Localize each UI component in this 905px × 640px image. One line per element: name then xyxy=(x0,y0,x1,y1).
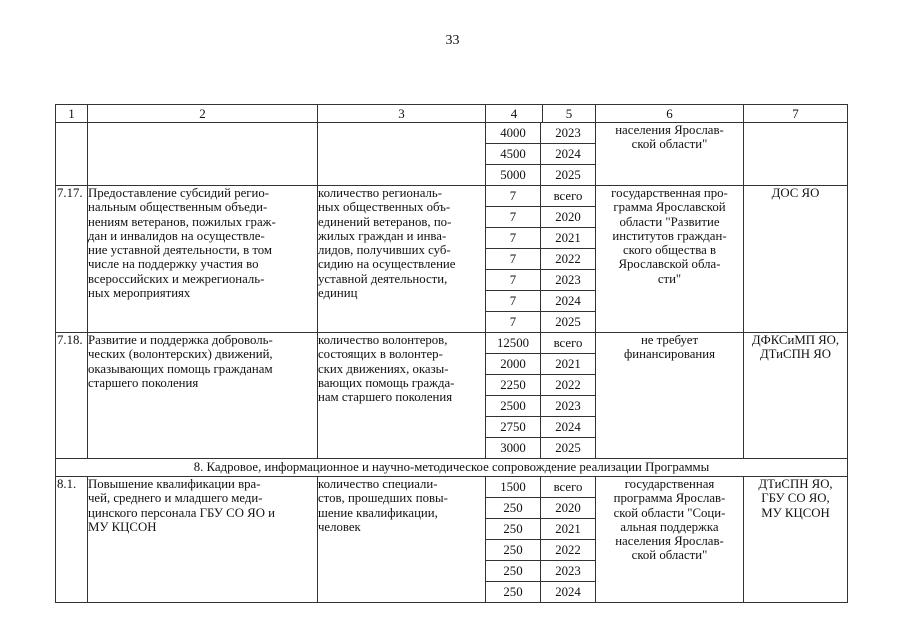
cell-activity: Развитие и поддержка доброволь- ческих (волонтерских) движений, оказывающих помощь гражданам старшего поколения xyxy=(88,333,318,459)
indicator-value: 12500 xyxy=(486,333,541,354)
cell-funding: государственная про- грамма Ярославской области "Развитие институтов граждан- ского общества в Ярославской обла- сти" xyxy=(596,186,744,333)
value-row xyxy=(486,561,595,582)
year-value: 2020 xyxy=(541,498,596,519)
value-row xyxy=(486,144,595,165)
indicator-value: 2500 xyxy=(486,396,541,417)
year-value: 2025 xyxy=(555,441,581,455)
values-table xyxy=(486,186,595,332)
indicator-value: 250 xyxy=(486,540,541,561)
header-cell: 5 xyxy=(543,105,596,123)
value-row xyxy=(486,228,595,249)
year-value: 2025 xyxy=(555,168,581,182)
values-cell xyxy=(486,123,596,186)
cell-activity: Предоставление субсидий регио- нальным общественным объеди- нениям ветеранов, пожилых граж- дан и инвалидов на осуществле- ние уставной деятельности, в том числе на поддержку участия во всероссийских и межрегиональ- ных мероприятиях xyxy=(88,186,318,333)
indicator-value: 7 xyxy=(486,186,541,207)
cell-indicator xyxy=(318,123,486,186)
cell-indicator: количество региональ- ных общественных объ- единений ветеранов, по- жилых граждан и инва- лидов, получивших суб- сидию на осуществление уставной деятельности, единиц xyxy=(318,186,486,333)
year-value: 2024 xyxy=(555,585,581,599)
table-row xyxy=(56,477,848,603)
value-row xyxy=(486,582,595,603)
value-row xyxy=(486,123,595,144)
values-table xyxy=(486,333,595,458)
section-row xyxy=(56,459,848,477)
value-row xyxy=(486,498,595,519)
header-cell: 4 xyxy=(486,105,543,123)
year-value: 2020 xyxy=(541,207,596,228)
cell-indicator: количество волонтеров, состоящих в волонтер- ских движениях, оказы- вающих помощь гражда- нам старшего поколения xyxy=(318,333,486,459)
table-row xyxy=(56,123,848,186)
value-row xyxy=(486,312,595,333)
indicator-value: 250 xyxy=(486,519,541,540)
value-row xyxy=(486,375,595,396)
values-cell xyxy=(486,477,596,603)
section-title: 8. Кадровое, информационное и научно-методическое сопровождение реализации Программы xyxy=(56,459,848,477)
indicator-value: 250 xyxy=(486,561,541,582)
value-row xyxy=(486,396,595,417)
cell-activity: Повышение квалификации вра- чей, среднего и младшего меди- цинского персонала ГБУ СО ЯО и МУ КЦСОН xyxy=(88,477,318,603)
indicator-value: 250 xyxy=(486,498,541,519)
indicator-value: 2750 xyxy=(486,417,541,438)
header-cell: 6 xyxy=(596,105,744,123)
cell-number xyxy=(56,123,88,186)
value-row xyxy=(486,519,595,540)
program-table xyxy=(55,104,848,603)
year-value: 2023 xyxy=(541,561,596,582)
cell-indicator: количество специали- стов, прошедших повы- шение квалификации, человек xyxy=(318,477,486,603)
year-value: 2024 xyxy=(541,417,596,438)
cell-number: 7.17. xyxy=(56,186,88,333)
value-row xyxy=(486,186,595,207)
value-row xyxy=(486,354,595,375)
cell-number: 7.18. xyxy=(56,333,88,459)
year-value: 2021 xyxy=(541,228,596,249)
year-value: всего xyxy=(541,477,596,498)
header-row xyxy=(56,105,848,123)
value-row xyxy=(486,417,595,438)
indicator-value: 7 xyxy=(486,228,541,249)
header-cell: 1 xyxy=(56,105,88,123)
values-cell xyxy=(486,186,596,333)
value-row xyxy=(486,207,595,228)
year-value: 2023 xyxy=(541,270,596,291)
cell-funding: населения Ярослав- ской области" xyxy=(596,123,744,186)
indicator-value: 7 xyxy=(486,312,541,333)
value-row xyxy=(486,477,595,498)
value-row xyxy=(486,438,595,459)
year-value: всего xyxy=(541,333,596,354)
indicator-value: 7 xyxy=(486,207,541,228)
header-cell: 3 xyxy=(318,105,486,123)
cell-executor: ДТиСПН ЯО, ГБУ СО ЯО, МУ КЦСОН xyxy=(744,477,848,603)
values-cell xyxy=(486,333,596,459)
year-value: 2022 xyxy=(541,249,596,270)
cell-executor: ДОС ЯО xyxy=(744,186,848,333)
values-table xyxy=(486,123,595,185)
indicator-value: 7 xyxy=(486,291,541,312)
cell-number: 8.1. xyxy=(56,477,88,603)
indicator-value: 4500 xyxy=(486,144,541,165)
cell-executor xyxy=(744,123,848,186)
indicator-value: 2250 xyxy=(486,375,541,396)
header-cell: 7 xyxy=(744,105,848,123)
value-row xyxy=(486,540,595,561)
cell-funding: государственная программа Ярослав- ской области "Соци- альная поддержка населения Ярослав- ской области" xyxy=(596,477,744,603)
indicator-value: 1500 xyxy=(486,477,541,498)
indicator-value: 4000 xyxy=(486,123,541,144)
table-row xyxy=(56,333,848,459)
header-cell: 2 xyxy=(88,105,318,123)
indicator-value: 3000 xyxy=(486,438,541,459)
indicator-value: 5000 xyxy=(486,165,541,186)
year-value: 2024 xyxy=(541,291,596,312)
value-row xyxy=(486,270,595,291)
value-row xyxy=(486,249,595,270)
year-value: 2022 xyxy=(541,540,596,561)
indicator-value: 7 xyxy=(486,270,541,291)
value-row xyxy=(486,333,595,354)
page-number: 33 xyxy=(445,33,460,48)
year-value: 2021 xyxy=(541,354,596,375)
cell-funding: не требует финансирования xyxy=(596,333,744,459)
value-row xyxy=(486,291,595,312)
cell-activity xyxy=(88,123,318,186)
cell-executor: ДФКСиМП ЯО, ДТиСПН ЯО xyxy=(744,333,848,459)
indicator-value: 7 xyxy=(486,249,541,270)
value-row xyxy=(486,165,595,186)
table-row xyxy=(56,186,848,333)
year-value: 2025 xyxy=(555,315,581,329)
year-value: 2023 xyxy=(541,396,596,417)
year-value: 2023 xyxy=(541,123,596,144)
year-value: 2021 xyxy=(541,519,596,540)
year-value: 2022 xyxy=(541,375,596,396)
indicator-value: 2000 xyxy=(486,354,541,375)
year-value: всего xyxy=(541,186,596,207)
values-table xyxy=(486,477,595,602)
indicator-value: 250 xyxy=(486,582,541,603)
year-value: 2024 xyxy=(541,144,596,165)
